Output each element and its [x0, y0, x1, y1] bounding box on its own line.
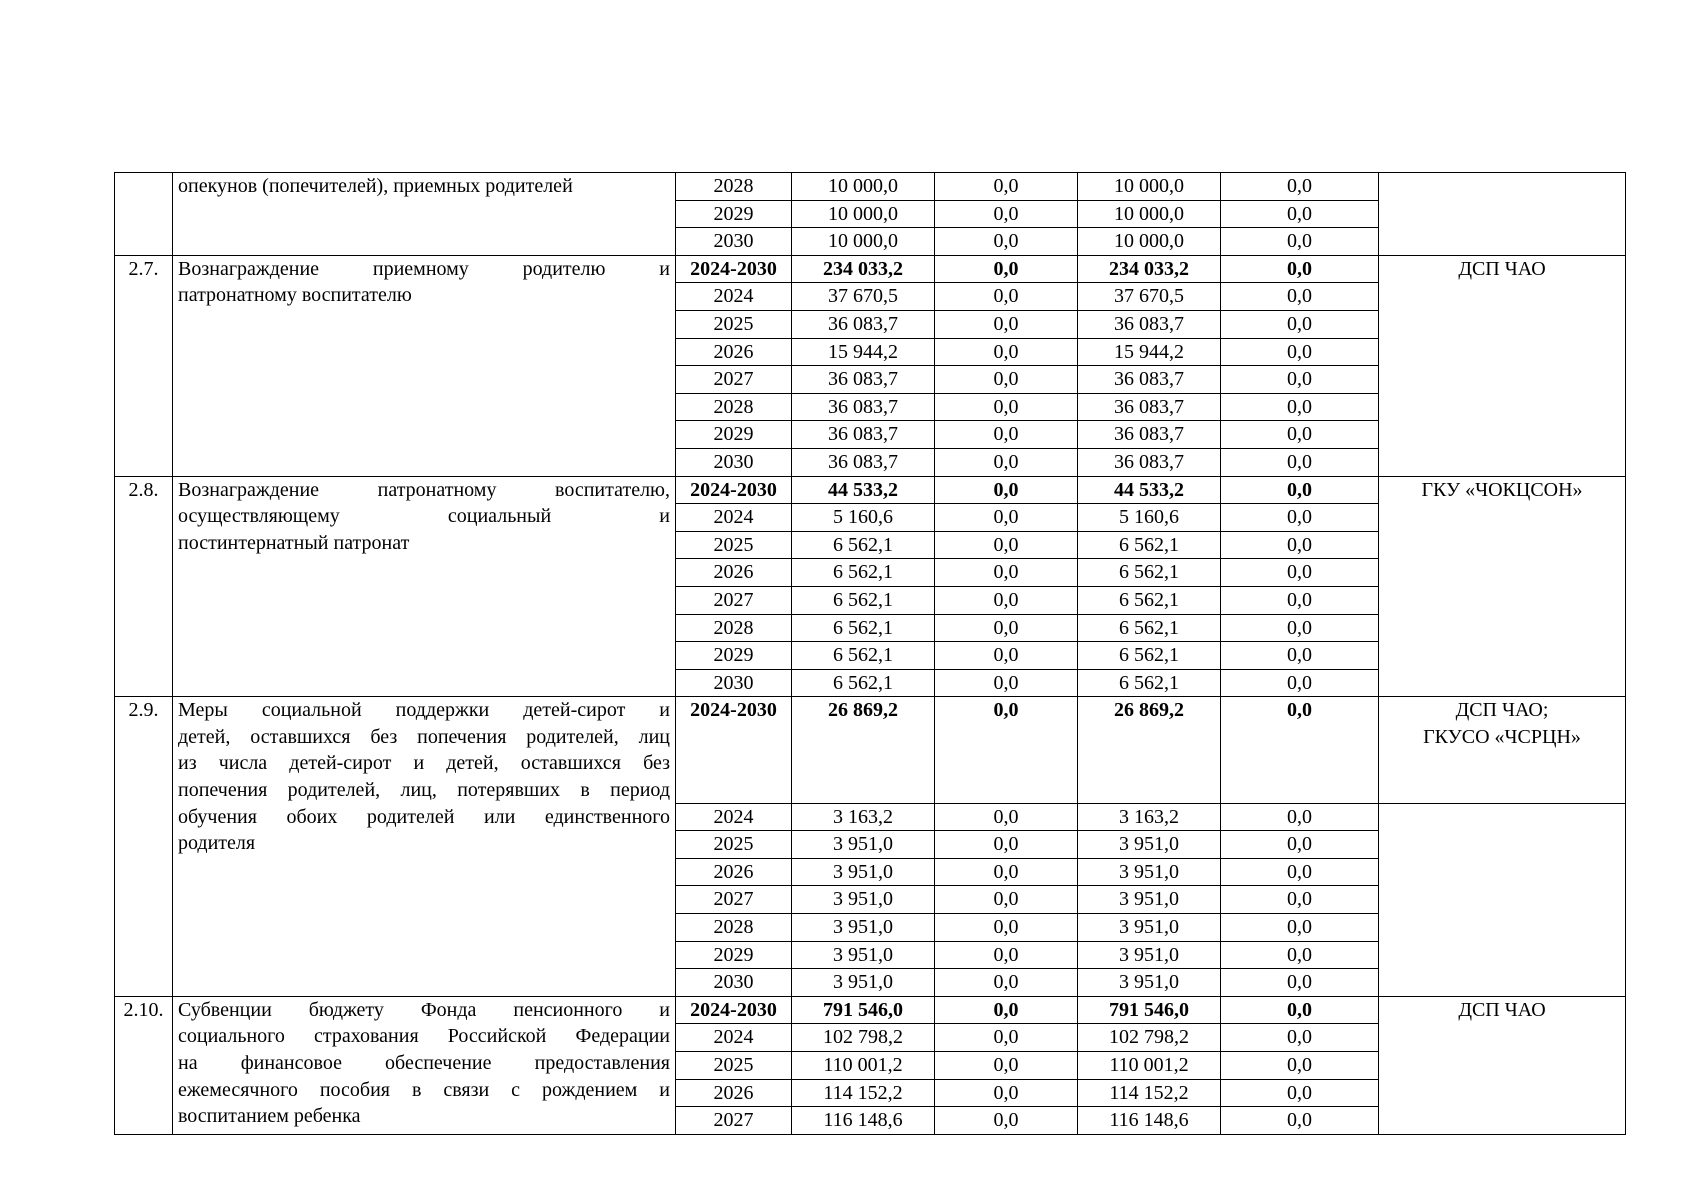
year-cell: 2024-2030 — [676, 996, 792, 1024]
item-name-line: попечения родителей, лиц, потерявших в период — [178, 779, 670, 802]
year-cell: 2025 — [676, 831, 792, 859]
federal-budget-cell: 0,0 — [935, 1024, 1078, 1052]
other-sources-cell: 0,0 — [1221, 697, 1379, 803]
regional-budget-cell: 36 083,7 — [1078, 366, 1221, 394]
total-amount-cell: 3 951,0 — [792, 941, 935, 969]
year-cell: 2024 — [676, 504, 792, 532]
year-cell: 2027 — [676, 586, 792, 614]
federal-budget-cell: 0,0 — [935, 586, 1078, 614]
other-sources-cell: 0,0 — [1221, 803, 1379, 831]
federal-budget-cell: 0,0 — [935, 228, 1078, 256]
table-body — [115, 173, 1626, 1135]
federal-budget-cell: 0,0 — [935, 1107, 1078, 1135]
item-number — [115, 173, 173, 256]
total-amount-cell: 3 951,0 — [792, 969, 935, 997]
other-sources-cell: 0,0 — [1221, 504, 1379, 532]
regional-budget-cell: 36 083,7 — [1078, 448, 1221, 476]
year-cell: 2027 — [676, 366, 792, 394]
year-cell: 2027 — [676, 1107, 792, 1135]
regional-budget-cell: 26 869,2 — [1078, 697, 1221, 803]
regional-budget-cell: 36 083,7 — [1078, 393, 1221, 421]
total-amount-cell: 110 001,2 — [792, 1052, 935, 1080]
total-amount-cell: 6 562,1 — [792, 531, 935, 559]
regional-budget-cell: 10 000,0 — [1078, 200, 1221, 228]
year-cell: 2030 — [676, 969, 792, 997]
year-cell: 2028 — [676, 393, 792, 421]
regional-budget-cell: 6 562,1 — [1078, 669, 1221, 697]
funding-table — [114, 172, 1626, 1135]
year-cell: 2025 — [676, 1052, 792, 1080]
regional-budget-cell: 6 562,1 — [1078, 614, 1221, 642]
year-cell: 2025 — [676, 531, 792, 559]
year-cell: 2025 — [676, 310, 792, 338]
year-cell: 2029 — [676, 941, 792, 969]
other-sources-cell: 0,0 — [1221, 969, 1379, 997]
other-sources-cell: 0,0 — [1221, 559, 1379, 587]
item-name-line: патронатному воспитателю — [178, 284, 412, 307]
regional-budget-cell: 3 951,0 — [1078, 969, 1221, 997]
year-cell: 2029 — [676, 200, 792, 228]
regional-budget-cell: 3 951,0 — [1078, 941, 1221, 969]
other-sources-cell: 0,0 — [1221, 1024, 1379, 1052]
item-name-line: опекунов (попечителей), приемных родителей — [178, 175, 573, 197]
regional-budget-cell: 37 670,5 — [1078, 283, 1221, 311]
other-sources-cell: 0,0 — [1221, 1079, 1379, 1107]
total-amount-cell: 3 163,2 — [792, 803, 935, 831]
year-cell: 2024-2030 — [676, 476, 792, 504]
item-name-line: Вознаграждение приемному родителю и — [178, 257, 670, 280]
year-cell: 2028 — [676, 173, 792, 201]
item-name-line: социального страхования Российской Федерации — [178, 1025, 670, 1048]
executor-cell — [1379, 255, 1626, 476]
total-amount-cell: 102 798,2 — [792, 1024, 935, 1052]
total-amount-cell: 116 148,6 — [792, 1107, 935, 1135]
total-amount-cell: 36 083,7 — [792, 366, 935, 394]
year-cell: 2030 — [676, 228, 792, 256]
year-cell: 2030 — [676, 669, 792, 697]
total-amount-cell: 6 562,1 — [792, 669, 935, 697]
federal-budget-cell: 0,0 — [935, 614, 1078, 642]
executor-line: ГКУ «ЧОКЦСОН» — [1421, 478, 1583, 501]
item-name — [173, 996, 676, 1134]
federal-budget-cell: 0,0 — [935, 559, 1078, 587]
item-name-line: постинтернатный патронат — [178, 531, 410, 554]
table-row — [115, 255, 1626, 283]
item-name — [173, 476, 676, 697]
other-sources-cell: 0,0 — [1221, 642, 1379, 670]
federal-budget-cell: 0,0 — [935, 914, 1078, 942]
executor-cell — [1379, 996, 1626, 1134]
total-amount-cell: 44 533,2 — [792, 476, 935, 504]
other-sources-cell: 0,0 — [1221, 448, 1379, 476]
item-number: 2.8. — [115, 476, 173, 697]
regional-budget-cell: 6 562,1 — [1078, 531, 1221, 559]
other-sources-cell: 0,0 — [1221, 886, 1379, 914]
federal-budget-cell: 0,0 — [935, 393, 1078, 421]
other-sources-cell: 0,0 — [1221, 531, 1379, 559]
total-amount-cell: 36 083,7 — [792, 448, 935, 476]
year-cell: 2026 — [676, 858, 792, 886]
total-amount-cell: 15 944,2 — [792, 338, 935, 366]
year-cell: 2024 — [676, 803, 792, 831]
regional-budget-cell: 116 148,6 — [1078, 1107, 1221, 1135]
item-name-line: родителя — [178, 832, 256, 855]
federal-budget-cell: 0,0 — [935, 697, 1078, 803]
table-row — [115, 996, 1626, 1024]
year-cell: 2030 — [676, 448, 792, 476]
regional-budget-cell: 114 152,2 — [1078, 1079, 1221, 1107]
year-cell: 2027 — [676, 886, 792, 914]
total-amount-cell: 10 000,0 — [792, 200, 935, 228]
total-amount-cell: 10 000,0 — [792, 173, 935, 201]
item-name-line: из числа детей-сирот и детей, оставшихся без — [178, 752, 670, 775]
regional-budget-cell: 10 000,0 — [1078, 173, 1221, 201]
executor-line: ГКУСО «ЧСРЦН» — [1423, 725, 1581, 748]
total-amount-cell: 234 033,2 — [792, 255, 935, 283]
other-sources-cell: 0,0 — [1221, 255, 1379, 283]
year-cell: 2024-2030 — [676, 697, 792, 803]
federal-budget-cell: 0,0 — [935, 283, 1078, 311]
regional-budget-cell: 36 083,7 — [1078, 310, 1221, 338]
item-name — [173, 173, 676, 256]
executor-cell — [1379, 697, 1626, 803]
other-sources-cell: 0,0 — [1221, 996, 1379, 1024]
regional-budget-cell: 15 944,2 — [1078, 338, 1221, 366]
federal-budget-cell: 0,0 — [935, 642, 1078, 670]
item-number: 2.9. — [115, 697, 173, 997]
federal-budget-cell: 0,0 — [935, 1079, 1078, 1107]
federal-budget-cell: 0,0 — [935, 255, 1078, 283]
executor-line: ДСП ЧАО — [1458, 257, 1546, 280]
total-amount-cell: 36 083,7 — [792, 310, 935, 338]
other-sources-cell: 0,0 — [1221, 228, 1379, 256]
executor-line: ДСП ЧАО — [1458, 998, 1546, 1021]
total-amount-cell: 6 562,1 — [792, 614, 935, 642]
regional-budget-cell: 3 951,0 — [1078, 858, 1221, 886]
item-number: 2.7. — [115, 255, 173, 476]
other-sources-cell: 0,0 — [1221, 476, 1379, 504]
federal-budget-cell: 0,0 — [935, 941, 1078, 969]
year-cell: 2024 — [676, 1024, 792, 1052]
item-name — [173, 697, 676, 997]
federal-budget-cell: 0,0 — [935, 476, 1078, 504]
item-name-line: осуществляющему социальный и — [178, 505, 670, 528]
table-row — [115, 697, 1626, 803]
total-amount-cell: 37 670,5 — [792, 283, 935, 311]
item-name-line: Субвенции бюджету Фонда пенсионного и — [178, 998, 670, 1021]
federal-budget-cell: 0,0 — [935, 310, 1078, 338]
federal-budget-cell: 0,0 — [935, 366, 1078, 394]
year-cell: 2028 — [676, 614, 792, 642]
regional-budget-cell: 10 000,0 — [1078, 228, 1221, 256]
total-amount-cell: 3 951,0 — [792, 858, 935, 886]
total-amount-cell: 36 083,7 — [792, 393, 935, 421]
regional-budget-cell: 102 798,2 — [1078, 1024, 1221, 1052]
other-sources-cell: 0,0 — [1221, 614, 1379, 642]
regional-budget-cell: 110 001,2 — [1078, 1052, 1221, 1080]
federal-budget-cell: 0,0 — [935, 448, 1078, 476]
year-cell: 2029 — [676, 642, 792, 670]
table-row — [115, 476, 1626, 504]
other-sources-cell: 0,0 — [1221, 858, 1379, 886]
federal-budget-cell: 0,0 — [935, 173, 1078, 201]
federal-budget-cell: 0,0 — [935, 886, 1078, 914]
total-amount-cell: 36 083,7 — [792, 421, 935, 449]
federal-budget-cell: 0,0 — [935, 969, 1078, 997]
other-sources-cell: 0,0 — [1221, 338, 1379, 366]
federal-budget-cell: 0,0 — [935, 669, 1078, 697]
federal-budget-cell: 0,0 — [935, 1052, 1078, 1080]
regional-budget-cell: 234 033,2 — [1078, 255, 1221, 283]
item-name-line: ежемесячного пособия в связи с рождением и — [178, 1078, 670, 1101]
year-cell: 2028 — [676, 914, 792, 942]
regional-budget-cell: 791 546,0 — [1078, 996, 1221, 1024]
year-cell: 2026 — [676, 559, 792, 587]
regional-budget-cell: 5 160,6 — [1078, 504, 1221, 532]
federal-budget-cell: 0,0 — [935, 200, 1078, 228]
other-sources-cell: 0,0 — [1221, 283, 1379, 311]
table-row — [115, 173, 1626, 201]
item-name-line: воспитанием ребенка — [178, 1105, 361, 1128]
year-cell: 2029 — [676, 421, 792, 449]
federal-budget-cell: 0,0 — [935, 338, 1078, 366]
federal-budget-cell: 0,0 — [935, 858, 1078, 886]
regional-budget-cell: 44 533,2 — [1078, 476, 1221, 504]
total-amount-cell: 3 951,0 — [792, 914, 935, 942]
total-amount-cell: 791 546,0 — [792, 996, 935, 1024]
federal-budget-cell: 0,0 — [935, 531, 1078, 559]
year-cell: 2024-2030 — [676, 255, 792, 283]
federal-budget-cell: 0,0 — [935, 996, 1078, 1024]
executor-cell-empty — [1379, 803, 1626, 996]
other-sources-cell: 0,0 — [1221, 173, 1379, 201]
total-amount-cell: 3 951,0 — [792, 831, 935, 859]
regional-budget-cell: 6 562,1 — [1078, 586, 1221, 614]
other-sources-cell: 0,0 — [1221, 421, 1379, 449]
other-sources-cell: 0,0 — [1221, 1107, 1379, 1135]
item-name-line: Вознаграждение патронатному воспитателю, — [178, 478, 670, 501]
federal-budget-cell: 0,0 — [935, 504, 1078, 532]
regional-budget-cell: 3 951,0 — [1078, 831, 1221, 859]
regional-budget-cell: 3 163,2 — [1078, 803, 1221, 831]
item-name-line: детей, оставшихся без попечения родителей, лиц — [178, 725, 670, 748]
item-number: 2.10. — [115, 996, 173, 1134]
total-amount-cell: 6 562,1 — [792, 559, 935, 587]
federal-budget-cell: 0,0 — [935, 803, 1078, 831]
other-sources-cell: 0,0 — [1221, 669, 1379, 697]
total-amount-cell: 114 152,2 — [792, 1079, 935, 1107]
executor-cell — [1379, 476, 1626, 697]
regional-budget-cell: 6 562,1 — [1078, 642, 1221, 670]
item-name — [173, 255, 676, 476]
other-sources-cell: 0,0 — [1221, 310, 1379, 338]
federal-budget-cell: 0,0 — [935, 421, 1078, 449]
total-amount-cell: 6 562,1 — [792, 586, 935, 614]
regional-budget-cell: 6 562,1 — [1078, 559, 1221, 587]
other-sources-cell: 0,0 — [1221, 831, 1379, 859]
total-amount-cell: 3 951,0 — [792, 886, 935, 914]
other-sources-cell: 0,0 — [1221, 941, 1379, 969]
executor-cell — [1379, 173, 1626, 256]
regional-budget-cell: 36 083,7 — [1078, 421, 1221, 449]
item-name-line: обучения обоих родителей или единственного — [178, 805, 670, 828]
year-cell: 2026 — [676, 338, 792, 366]
federal-budget-cell: 0,0 — [935, 831, 1078, 859]
other-sources-cell: 0,0 — [1221, 1052, 1379, 1080]
other-sources-cell: 0,0 — [1221, 586, 1379, 614]
regional-budget-cell: 3 951,0 — [1078, 914, 1221, 942]
item-name-line: Меры социальной поддержки детей-сирот и — [178, 699, 670, 722]
executor-line: ДСП ЧАО; — [1455, 699, 1549, 722]
year-cell: 2026 — [676, 1079, 792, 1107]
total-amount-cell: 5 160,6 — [792, 504, 935, 532]
total-amount-cell: 10 000,0 — [792, 228, 935, 256]
other-sources-cell: 0,0 — [1221, 366, 1379, 394]
total-amount-cell: 26 869,2 — [792, 697, 935, 803]
item-name-line: на финансовое обеспечение предоставления — [178, 1052, 670, 1075]
total-amount-cell: 6 562,1 — [792, 642, 935, 670]
other-sources-cell: 0,0 — [1221, 200, 1379, 228]
other-sources-cell: 0,0 — [1221, 914, 1379, 942]
year-cell: 2024 — [676, 283, 792, 311]
other-sources-cell: 0,0 — [1221, 393, 1379, 421]
regional-budget-cell: 3 951,0 — [1078, 886, 1221, 914]
